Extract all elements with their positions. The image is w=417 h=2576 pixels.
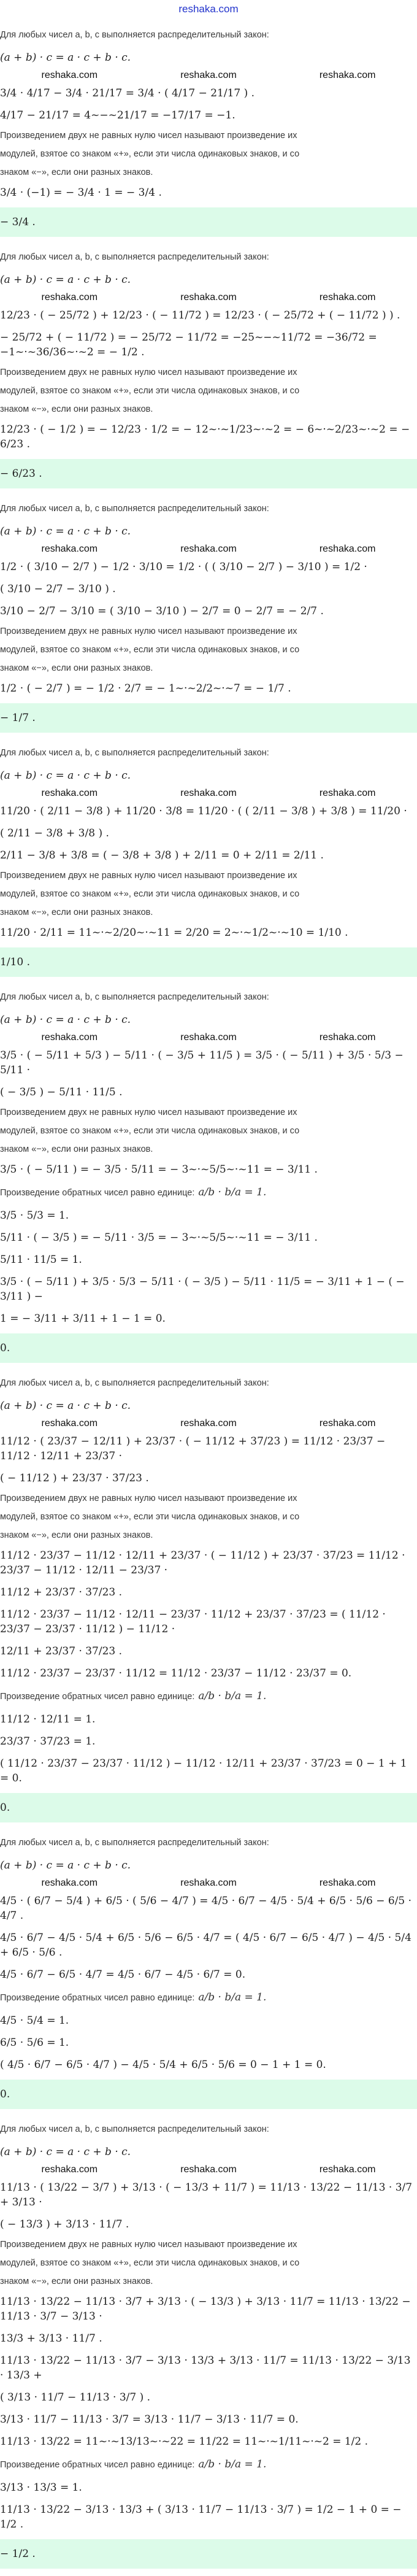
watermark: reshaka.com (319, 70, 376, 80)
answer-value: 1/10 . (0, 956, 30, 968)
watermark: reshaka.com (180, 1418, 237, 1429)
site-header (0, 0, 417, 22)
math-line: 3/4 · 4/17 − 3/4 · 21/17 = 3/4 · ( 4/17 − 21/17 ) . (0, 87, 255, 99)
sign-rule-text: знаком «−», если они разных знаков. (0, 1530, 153, 1540)
math-line: ( 11/12 · 23/37 − 23/37 · 11/12 ) − 11/12 · 12/11 + 23/37 · 37/23 = 0 − 1 + 1 = 0. (0, 1757, 407, 1784)
math-line: 3/5 · 5/3 = 1. (0, 1209, 69, 1222)
answer-value: 0. (0, 1342, 10, 1354)
math-line: 5/11 · ( − 3/5 ) = − 5/11 · 3/5 = − 3~·~5/5~·~11 = − 3/11 . (0, 1232, 318, 1244)
watermark: reshaka.com (41, 544, 98, 554)
answer-value: − 3/4 . (0, 216, 36, 228)
math-line: 3/5 · ( − 5/11 + 5/3 ) − 5/11 · ( − 3/5 + 11/5 ) = 3/5 · ( − 5/11 ) + 3/5 · 5/3 − 5/11 · (0, 1049, 404, 1076)
math-line: 4/5 · 6/7 − 6/5 · 4/7 = 4/5 · 6/7 − 4/5 · 6/7 = 0. (0, 1969, 246, 1981)
intro-text: Для любых чисел a, b, c выполняется распределительный закон: (0, 748, 269, 758)
watermark: reshaka.com (41, 1878, 98, 1888)
watermark: reshaka.com (41, 1032, 98, 1043)
reciprocal-rule (0, 1181, 417, 1205)
intro-text: Для любых чисел a, b, c выполняется распределительный закон: (0, 1378, 269, 1388)
reciprocal-rule-formula: a/b · b/a = 1. (198, 1690, 267, 1702)
math-line: 11/12 · 23/37 − 11/12 · 12/11 + 23/37 · ( − 11/12 ) + 23/37 · 37/23 = 11/12 · 23/37 − 11/12 · 12/11 − 23/37 · (0, 1549, 405, 1576)
sign-rule-text: знаком «−», если они разных знаков. (0, 663, 153, 673)
sign-rule-text: Произведением двух не равных нулю чисел называют произведение их (0, 2240, 297, 2250)
sign-rule-text: Произведением двух не равных нулю чисел называют произведение их (0, 368, 297, 377)
solution-section (0, 1836, 417, 2116)
math-line: 11/13 · 13/22 − 11/13 · 3/7 + 3/13 · ( − 13/3 ) + 3/13 · 11/7 = 11/13 · 13/22 − 11/13 · 3/7 − 3/13 · (0, 2296, 411, 2323)
intro-text: Для любых чисел a, b, c выполняется распределительный закон: (0, 252, 269, 262)
watermark: reshaka.com (180, 70, 237, 80)
watermark-row (0, 1876, 417, 1890)
sign-rule-text: Произведением двух не равных нулю чисел называют произведение их (0, 1108, 297, 1117)
watermark: reshaka.com (180, 544, 237, 554)
math-line: 3/4 · (−1) = − 3/4 · 1 = − 3/4 . (0, 187, 162, 199)
math-line: 5/11 · 11/5 = 1. (0, 1254, 82, 1266)
watermark-row (0, 69, 417, 82)
math-line: 2/11 − 3/8 + 3/8 = ( − 3/8 + 3/8 ) + 2/11 = 0 + 2/11 = 2/11 . (0, 849, 324, 862)
distributive-law: (a + b) · c = a · c + b · c. (0, 1014, 131, 1026)
sign-rule-text: Произведением двух не равных нулю чисел называют произведение их (0, 131, 297, 141)
math-line: 11/20 · ( 2/11 − 3/8 ) + 11/20 · 3/8 = 11/20 · ( ( 2/11 − 3/8 ) + 3/8 ) = 11/20 · (0, 805, 407, 817)
math-line: ( 2/11 − 3/8 + 3/8 ) . (0, 827, 109, 839)
solution-section (0, 746, 417, 984)
math-line: ( 3/10 − 2/7 − 3/10 ) . (0, 583, 116, 595)
math-line: 1/2 · ( − 2/7 ) = − 1/2 · 2/7 = − 1~·~2/2~·~7 = − 1/7 . (0, 682, 291, 695)
watermark: reshaka.com (319, 544, 376, 554)
sign-rule-text: знаком «−», если они разных знаков. (0, 404, 153, 414)
watermark: reshaka.com (319, 1032, 376, 1043)
sign-rule-text: знаком «−», если они разных знаков. (0, 168, 153, 177)
distributive-law: (a + b) · c = a · c + b · c. (0, 274, 131, 286)
watermark: reshaka.com (41, 292, 98, 303)
reciprocal-rule (0, 2453, 417, 2477)
math-line: − 25/72 + ( − 11/72 ) = − 25/72 − 11/72 = −25~−~11/72 = −36/72 = −1~·~36/36~·~2 = − 1/2 . (0, 331, 377, 358)
math-line: 11/13 · 13/22 − 11/13 · 3/7 − 3/13 · 13/3 + 3/13 · 11/7 = 11/13 · 13/22 − 3/13 · 13/3 + (0, 2354, 411, 2381)
math-line: 4/17 − 21/17 = 4~−~21/17 = −17/17 = −1. (0, 109, 235, 121)
reciprocal-rule-text: Произведение обратных чисел равно единице: (0, 1993, 195, 2003)
answer-value: 0. (0, 2088, 10, 2100)
math-line: ( − 11/12 ) + 23/37 · 37/23 . (0, 1472, 149, 1484)
math-line: 23/37 · 37/23 = 1. (0, 1735, 96, 1748)
sign-rule-text: модулей, взятое со знаком «+», если эти числа одинаковых знаков, и со (0, 149, 300, 159)
math-line: 1 = − 3/11 + 3/11 + 1 − 1 = 0. (0, 1313, 166, 1325)
math-line: 11/12 · 23/37 − 11/12 · 12/11 − 23/37 · 11/12 + 23/37 · 37/23 = ( 11/12 · 23/37 − 23/37 · 11/12 ) − 11/12 · (0, 1608, 386, 1635)
watermark: reshaka.com (319, 292, 376, 303)
answer-value: − 1/7 . (0, 712, 36, 724)
watermark: reshaka.com (319, 788, 376, 798)
solution-section (0, 990, 417, 1370)
sign-rule-text: модулей, взятое со знаком «+», если эти числа одинаковых знаков, и со (0, 889, 300, 899)
sign-rule-text: модулей, взятое со знаком «+», если эти числа одинаковых знаков, и со (0, 2258, 300, 2268)
math-line: ( − 3/5 ) − 5/11 · 11/5 . (0, 1086, 123, 1098)
sign-rule-text: знаком «−», если они разных знаков. (0, 1144, 153, 1154)
math-line: ( − 13/3 ) + 3/13 · 11/7 . (0, 2218, 129, 2231)
math-line: 3/13 · 13/3 = 1. (0, 2482, 82, 2494)
reciprocal-rule-text: Произведение обратных чисел равно единице: (0, 1692, 195, 1702)
watermark: reshaka.com (41, 788, 98, 798)
math-line: 11/12 + 23/37 · 37/23 . (0, 1586, 123, 1598)
answer-value: 0. (0, 1802, 10, 1814)
solution-section (0, 2123, 417, 2576)
math-line: 11/12 · 23/37 − 23/37 · 11/12 = 11/12 · 23/37 − 11/12 · 23/37 = 0. (0, 1667, 352, 1679)
intro-text: Для любых чисел a, b, c выполняется распределительный закон: (0, 1838, 269, 1848)
reciprocal-rule-formula: a/b · b/a = 1. (198, 2458, 267, 2470)
solution-section (0, 1376, 417, 1830)
watermark: reshaka.com (180, 2164, 237, 2175)
math-line: 3/5 · ( − 5/11 ) + 3/5 · 5/3 − 5/11 · ( − 3/5 ) − 5/11 · 11/5 = − 3/11 + 1 − ( − 3/11 ) − (0, 1276, 405, 1303)
math-line: 13/3 + 3/13 · 11/7 . (0, 2332, 102, 2345)
math-line: 11/12 · ( 23/37 − 12/11 ) + 23/37 · ( − 11/12 + 37/23 ) = 11/12 · 23/37 − 11/12 · 12/11 + 23/37 · (0, 1435, 386, 1462)
math-line: 1/2 · ( 3/10 − 2/7 ) − 1/2 · 3/10 = 1/2 · ( ( 3/10 − 2/7 ) − 3/10 ) = 1/2 · (0, 561, 367, 573)
watermark: reshaka.com (319, 1418, 376, 1429)
sign-rule-text: знаком «−», если они разных знаков. (0, 908, 153, 917)
watermark-row (0, 2163, 417, 2177)
math-line: 12/23 · ( − 1/2 ) = − 12/23 · 1/2 = − 12~·~1/23~·~2 = − 6~·~2/23~·~2 = − 6/23 . (0, 423, 410, 450)
sign-rule-text: знаком «−», если они разных знаков. (0, 2277, 153, 2286)
math-line: 11/13 · ( 13/22 − 3/7 ) + 3/13 · ( − 13/3 + 11/7 ) = 11/13 · 13/22 − 11/13 · 3/7 + 3/13 · (0, 2181, 413, 2208)
sign-rule-text: модулей, взятое со знаком «+», если эти числа одинаковых знаков, и со (0, 386, 300, 396)
math-line: 4/5 · ( 6/7 − 5/4 ) + 6/5 · ( 5/6 − 4/7 ) = 4/5 · 6/7 − 4/5 · 5/4 + 6/5 · 5/6 − 6/5 · 4/7 . (0, 1895, 412, 1922)
sign-rule-text: модулей, взятое со знаком «+», если эти числа одинаковых знаков, и со (0, 645, 300, 655)
reciprocal-rule-formula: a/b · b/a = 1. (198, 1991, 267, 2003)
intro-text: Для любых чисел a, b, c выполняется распределительный закон: (0, 992, 269, 1002)
solution-section (0, 250, 417, 496)
math-line: 12/23 · ( − 25/72 ) + 12/23 · ( − 11/72 ) = 12/23 · ( − 25/72 + ( − 11/72 ) ) . (0, 309, 400, 322)
math-line: ( 4/5 · 6/7 − 6/5 · 4/7 ) − 4/5 · 5/4 + 6/5 · 5/6 = 0 − 1 + 1 = 0. (0, 2059, 326, 2071)
distributive-law: (a + b) · c = a · c + b · c. (0, 1859, 131, 1872)
watermark-row (0, 542, 417, 556)
math-line: 11/12 · 12/11 = 1. (0, 1713, 96, 1726)
distributive-law: (a + b) · c = a · c + b · c. (0, 52, 131, 64)
math-line: 3/10 − 2/7 − 3/10 = ( 3/10 − 3/10 ) − 2/7 = 0 − 2/7 = − 2/7 . (0, 605, 324, 617)
answer-box (0, 207, 417, 237)
math-line: 11/13 · 13/22 = 11~·~13/13~·~22 = 11/22 = 11~·~1/11~·~2 = 1/2 . (0, 2435, 369, 2448)
reciprocal-rule (0, 1986, 417, 2010)
answer-box (0, 1333, 417, 1363)
answer-box (0, 1793, 417, 1822)
watermark-row (0, 1417, 417, 1430)
answer-box (0, 2539, 417, 2569)
watermark: reshaka.com (180, 1878, 237, 1888)
distributive-law: (a + b) · c = a · c + b · c. (0, 1400, 131, 1412)
watermark: reshaka.com (180, 1032, 237, 1043)
distributive-law: (a + b) · c = a · c + b · c. (0, 769, 131, 782)
math-line: 4/5 · 5/4 = 1. (0, 2015, 69, 2027)
sign-rule-text: модулей, взятое со знаком «+», если эти числа одинаковых знаков, и со (0, 1512, 300, 1522)
reciprocal-rule-text: Произведение обратных чисел равно единице: (0, 1188, 195, 1198)
site-logo-link[interactable]: reshaka.com (178, 3, 239, 15)
reciprocal-rule-text: Произведение обратных чисел равно единице: (0, 2460, 195, 2470)
answer-box (0, 459, 417, 488)
math-line: 6/5 · 5/6 = 1. (0, 2037, 69, 2049)
watermark: reshaka.com (41, 70, 98, 80)
math-line: 11/13 · 13/22 − 3/13 · 13/3 + ( 3/13 · 11/7 − 11/13 · 3/7 ) = 1/2 − 1 + 0 = − 1/2 . (0, 2504, 402, 2531)
reciprocal-rule (0, 1684, 417, 1708)
math-line: 3/5 · ( − 5/11 ) = − 3/5 · 5/11 = − 3~·~5/5~·~11 = − 3/11 . (0, 1163, 318, 1176)
intro-text: Для любых чисел a, b, c выполняется распределительный закон: (0, 30, 269, 40)
sign-rule-text: модулей, взятое со знаком «+», если эти числа одинаковых знаков, и со (0, 1126, 300, 1136)
watermark: reshaka.com (41, 2164, 98, 2175)
answer-box (0, 2080, 417, 2109)
answer-box (0, 703, 417, 733)
distributive-law: (a + b) · c = a · c + b · c. (0, 525, 131, 538)
sign-rule-text: Произведением двух не равных нулю чисел называют произведение их (0, 1494, 297, 1503)
distributive-law: (a + b) · c = a · c + b · c. (0, 2146, 131, 2158)
math-line: 4/5 · 6/7 − 4/5 · 5/4 + 6/5 · 5/6 − 6/5 · 4/7 = ( 4/5 · 6/7 − 6/5 · 4/7 ) − 4/5 · 5/4 + 6/5 · 5/6 . (0, 1932, 411, 1959)
watermark-row (0, 787, 417, 800)
answer-value: − 1/2 . (0, 2548, 36, 2560)
math-line: ( 3/13 · 11/7 − 11/13 · 3/7 ) . (0, 2391, 151, 2404)
watermark: reshaka.com (180, 292, 237, 303)
intro-text: Для любых чисел a, b, c выполняется распределительный закон: (0, 504, 269, 514)
answer-value: − 6/23 . (0, 468, 42, 480)
intro-text: Для любых чисел a, b, c выполняется распределительный закон: (0, 2124, 269, 2134)
reciprocal-rule-formula: a/b · b/a = 1. (198, 1186, 267, 1198)
watermark: reshaka.com (319, 2164, 376, 2175)
math-line: 12/11 + 23/37 · 37/23 . (0, 1645, 123, 1657)
watermark-row (0, 291, 417, 304)
watermark-row (0, 1031, 417, 1044)
math-line: 11/20 · 2/11 = 11~·~2/20~·~11 = 2/20 = 2~·~1/2~·~10 = 1/10 . (0, 927, 348, 939)
answer-box (0, 947, 417, 977)
solution-section (0, 28, 417, 244)
math-line: 3/13 · 11/7 − 11/13 · 3/7 = 3/13 · 11/7 − 3/13 · 11/7 = 0. (0, 2413, 299, 2426)
solution-content (0, 28, 417, 2576)
watermark: reshaka.com (41, 1418, 98, 1429)
sign-rule-text: Произведением двух не равных нулю чисел называют произведение их (0, 627, 297, 636)
solution-section (0, 502, 417, 740)
watermark: reshaka.com (180, 788, 237, 798)
watermark: reshaka.com (319, 1878, 376, 1888)
sign-rule-text: Произведением двух не равных нулю чисел называют произведение их (0, 871, 297, 881)
